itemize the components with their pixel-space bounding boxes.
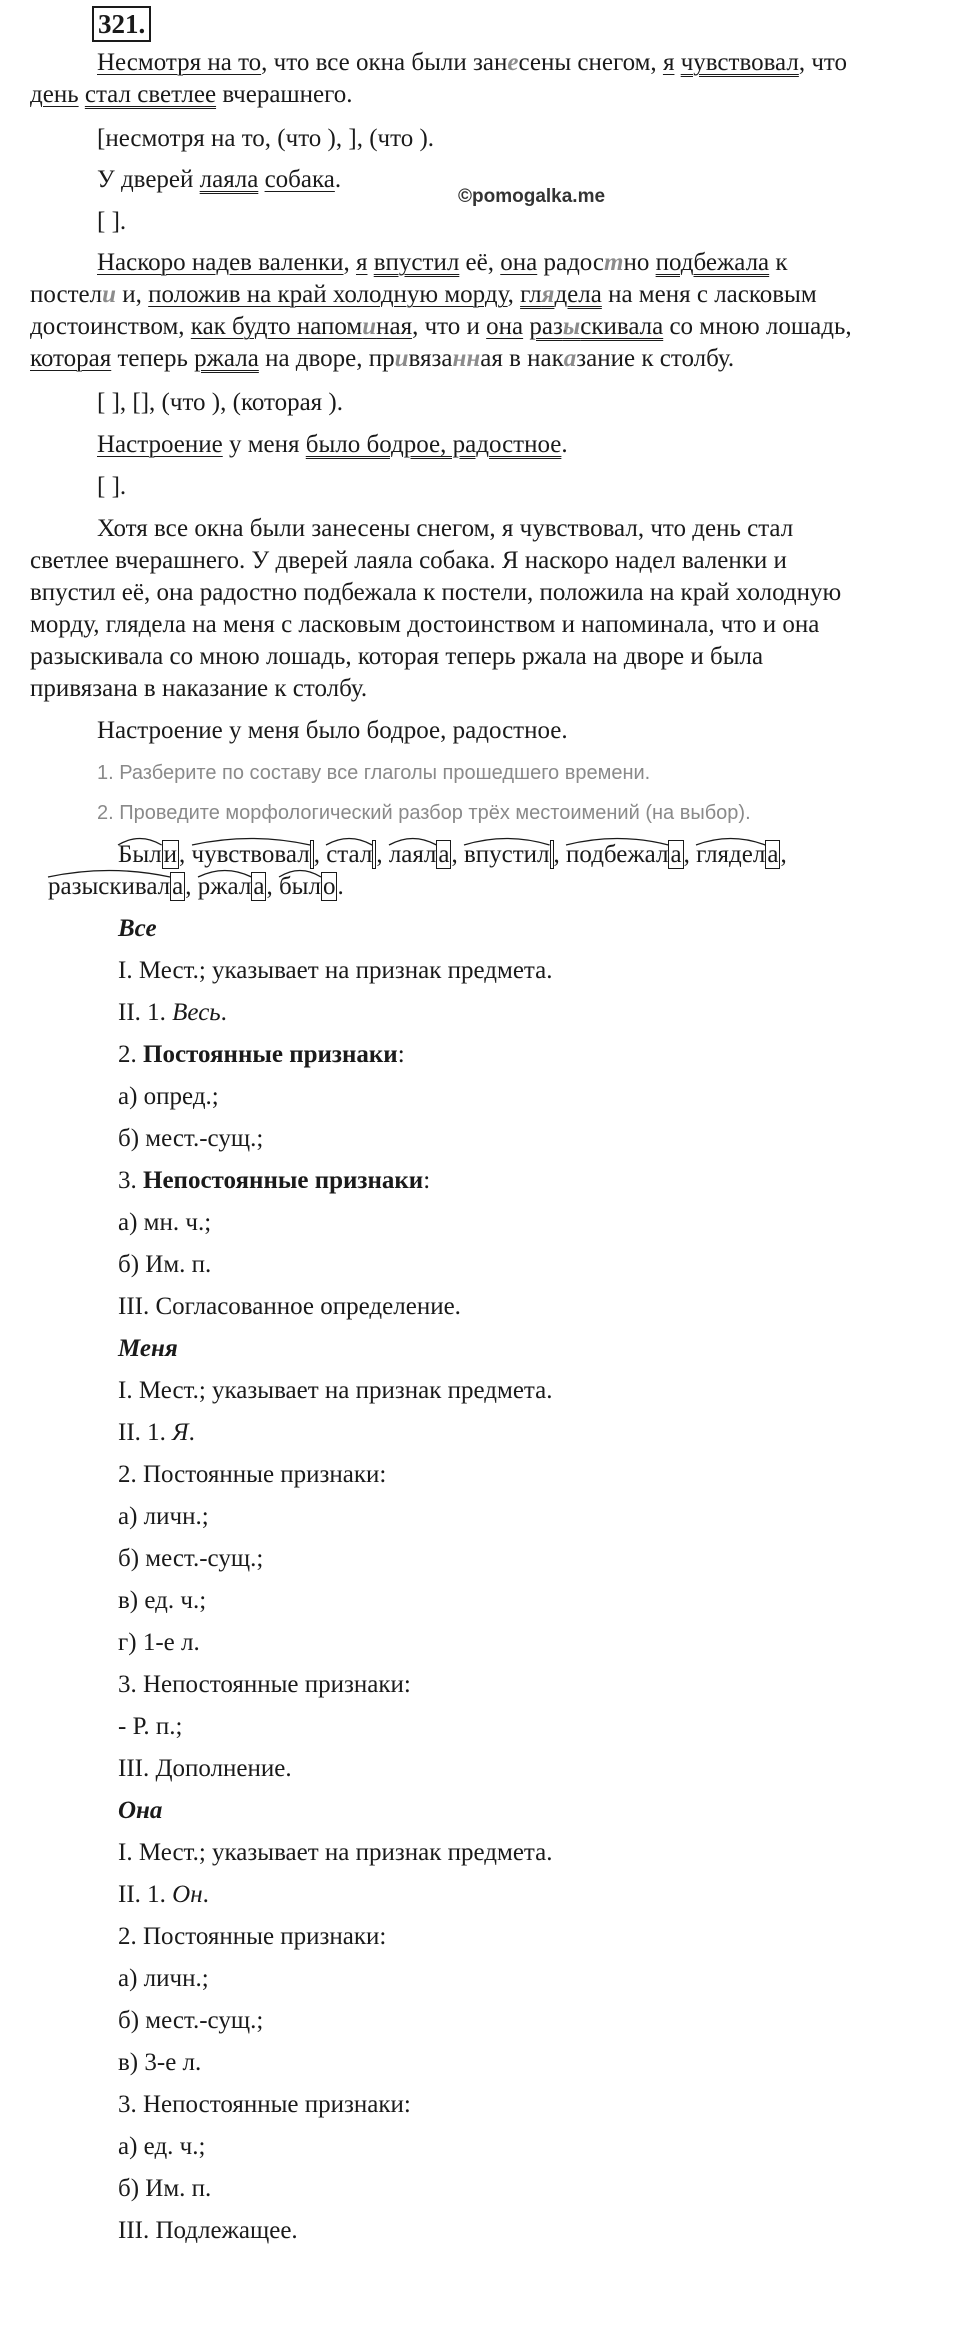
verb	[279, 872, 338, 902]
pronoun2-line: - Р. п.;	[118, 1713, 183, 1740]
separator: ,	[185, 873, 198, 900]
text: на дворе, пр	[258, 345, 395, 372]
sentence3-line1	[97, 248, 788, 278]
text: как будто напом	[190, 313, 363, 340]
highlighted-letter: е	[507, 49, 519, 76]
text: к	[769, 249, 788, 276]
text: .	[188, 1419, 195, 1446]
text: II. 1.	[118, 999, 173, 1026]
text: вчерашнего.	[216, 81, 353, 108]
predicate: впустил	[373, 249, 460, 276]
verb-ending: о	[322, 873, 336, 900]
verb-stem: Был	[118, 841, 162, 868]
pronoun1-line: б) мест.-сущ.;	[118, 1125, 264, 1152]
text: ,	[507, 281, 521, 308]
subject: собака	[264, 166, 335, 193]
root-arc	[387, 834, 439, 846]
highlighted-letter: и	[102, 281, 117, 308]
root-arc	[564, 834, 670, 846]
separator: ,	[266, 873, 279, 900]
text: , что	[798, 49, 848, 76]
pronoun3-line: б) мест.-сущ.;	[118, 2007, 264, 2034]
watermark: ©pomogalka.me	[458, 186, 606, 207]
highlighted-letter: а	[563, 345, 577, 372]
sentence1-line1	[97, 48, 847, 78]
pronoun2-line: III. Дополнение.	[118, 1755, 292, 1782]
text: гл	[520, 281, 542, 308]
highlighted-letter: и	[394, 345, 409, 372]
predicate: стал светлее	[84, 81, 217, 108]
pronoun2-line: а) личн.;	[118, 1503, 209, 1530]
root-arc	[462, 834, 552, 846]
full-text-line: Хотя все окна были занесены снегом, я чувствовал, что день стал	[97, 515, 794, 542]
predicate	[520, 281, 602, 308]
verb	[198, 872, 267, 902]
sentence4	[97, 430, 568, 460]
pronoun1-line: а) мн. ч.;	[118, 1209, 212, 1236]
initial-form: Весь	[172, 999, 221, 1026]
highlighted-letter: ы	[562, 313, 581, 340]
root-arc	[190, 834, 312, 846]
text: раз	[529, 313, 563, 340]
text: :	[423, 1167, 431, 1194]
predicate: лаяла	[199, 166, 259, 193]
separator: .	[337, 873, 344, 900]
text: , что и	[412, 313, 487, 340]
pronoun3-line: в) 3-е л.	[118, 2049, 202, 2076]
verb-stem: был	[278, 873, 321, 900]
pronoun3-title: Она	[118, 1797, 163, 1824]
adverbial-phrase	[191, 313, 412, 340]
separator: ,	[780, 841, 787, 868]
pronoun3-line: I. Мест.; указывает на признак предмета.	[118, 1839, 553, 1866]
text: скивала	[580, 313, 664, 340]
text: 3.	[118, 1167, 143, 1194]
pronoun2-line: I. Мест.; указывает на признак предмета.	[118, 1377, 553, 1404]
verb-ending: а	[253, 873, 265, 900]
predicate: ржала	[194, 345, 259, 372]
verb-ending: а	[670, 841, 682, 868]
verb-stem: чувствовал	[191, 841, 310, 868]
pronoun3-line: а) ед. ч.;	[118, 2133, 206, 2160]
text: дела	[554, 281, 602, 308]
verb-stem: стал	[326, 841, 373, 868]
heading: Непостоянные признаки	[143, 1167, 424, 1194]
pronoun3-line: а) личн.;	[118, 1965, 209, 1992]
verb-stem: лаял	[388, 841, 437, 868]
root-arc	[116, 834, 164, 846]
text: со мною лошадь,	[663, 313, 852, 340]
separator: ,	[376, 841, 389, 868]
root-arc	[694, 834, 767, 846]
pronoun1-variable-heading	[118, 1166, 430, 1196]
predicate: подбежала	[655, 249, 770, 276]
pronoun2-line: б) мест.-сущ.;	[118, 1545, 264, 1572]
full-text-line: разыскивала со мною лошадь, которая теперь ржала на дворе и была	[30, 643, 764, 670]
subject: которая	[30, 345, 112, 372]
text: II. 1.	[118, 1419, 173, 1446]
sentence3-line2	[30, 280, 817, 310]
root-arc	[277, 866, 323, 878]
sentence3-line3	[30, 312, 852, 342]
sentence3-line4	[30, 344, 734, 374]
text: II. 1.	[118, 1881, 173, 1908]
task-2: 2. Проведите морфологический разбор трёх местоимений (на выбор).	[97, 802, 751, 824]
verb	[464, 840, 554, 870]
verb-stem: подбежал	[566, 841, 669, 868]
initial-form: Я	[172, 1419, 189, 1446]
text: но	[623, 249, 656, 276]
scheme3: [ ], [], (что ), (которая ).	[97, 389, 344, 416]
pronoun3-line: 2. Постоянные признаки:	[118, 1923, 387, 1950]
adverbial-phrase: Наскоро надев валенки	[97, 249, 344, 276]
pronoun1-constant-heading	[118, 1040, 405, 1070]
predicate: чувствовал	[680, 49, 799, 76]
full-text-line: морду, глядела на меня с ласковым достоинством и напоминала, что и она	[30, 611, 820, 638]
text: .	[561, 431, 568, 458]
text: 2.	[118, 1041, 143, 1068]
verb-stem: разыскивал	[48, 873, 171, 900]
sentence1-line2	[30, 80, 353, 110]
separator: ,	[179, 841, 192, 868]
text: .	[202, 1881, 209, 1908]
pronoun3-line: 3. Непостоянные признаки:	[118, 2091, 411, 2118]
subject: я	[355, 249, 368, 276]
scheme1: [несмотря на то, (что ), ], (что ).	[97, 125, 435, 152]
pronoun1-line: III. Согласованное определение.	[118, 1293, 461, 1320]
text: и,	[116, 281, 149, 308]
predicate: было бодрое, радостное	[305, 431, 562, 458]
text: ,	[343, 249, 356, 276]
heading: Постоянные признаки	[143, 1041, 398, 1068]
pronoun1-initial-form	[118, 998, 227, 1028]
verb-stem: впустил	[463, 841, 550, 868]
separator: ,	[313, 841, 327, 868]
pronoun2-line: г) 1-е л.	[118, 1629, 200, 1656]
verb	[389, 840, 452, 870]
text: у меня	[222, 431, 306, 458]
verb-ending: а	[767, 841, 779, 868]
full-text-line: привязана в наказание к столбу.	[30, 675, 368, 702]
verb-ending: а	[438, 841, 450, 868]
verb-ending: а	[172, 873, 184, 900]
adverbial-phrase: положив на край холодную морду	[148, 281, 508, 308]
subject: она	[486, 313, 524, 340]
separator: ,	[683, 841, 697, 868]
highlighted-letter: и	[362, 313, 377, 340]
verb-stem: ржал	[197, 873, 252, 900]
pronoun1-line: а) опред.;	[118, 1083, 219, 1110]
subject: Настроение	[97, 431, 223, 458]
text: теперь	[111, 345, 195, 372]
sentence2	[97, 165, 341, 195]
highlighted-letter: т	[604, 249, 624, 276]
root-arc	[196, 866, 254, 878]
scheme2: [ ].	[97, 208, 127, 235]
text: :	[397, 1041, 405, 1068]
text: , что все окна были зан	[261, 49, 508, 76]
pronoun1-title: Все	[118, 915, 157, 942]
pronoun3-line: III. Подлежащее.	[118, 2217, 298, 2244]
text: её,	[459, 249, 501, 276]
pronoun1-line: б) Им. п.	[118, 1251, 212, 1278]
verb	[48, 872, 185, 902]
subject: она	[500, 249, 538, 276]
root-arc	[46, 866, 172, 878]
verb	[696, 840, 780, 870]
verbs-line2	[48, 872, 344, 902]
text: ная	[376, 313, 413, 340]
text: .	[334, 166, 342, 193]
verb-ending: и	[163, 841, 178, 868]
highlighted-letter: нн	[452, 345, 481, 372]
full-text-last: Настроение у меня было бодрое, радостное.	[97, 717, 568, 744]
root-arc	[324, 834, 374, 846]
subject: день	[30, 81, 79, 108]
pronoun1-line: I. Мест.; указывает на признак предмета.	[118, 957, 553, 984]
text: У дверей	[97, 166, 200, 193]
scheme4: [ ].	[97, 473, 127, 500]
word: Несмотря на то	[97, 49, 262, 76]
text: вяза	[408, 345, 453, 372]
pronoun3-line: б) Им. п.	[118, 2175, 212, 2202]
text: постел	[30, 281, 103, 308]
verb-stem: глядел	[696, 841, 766, 868]
task-1: 1. Разберите по составу все глаголы прошедшего времени.	[97, 762, 651, 784]
subject: я	[662, 49, 675, 76]
text: на меня с ласковым	[601, 281, 817, 308]
text: достоинством,	[30, 313, 191, 340]
pronoun2-initial-form	[118, 1418, 195, 1448]
full-text-line: впустил её, она радостно подбежала к постели, положила на край холодную	[30, 579, 842, 606]
pronoun3-initial-form	[118, 1880, 209, 1910]
text: сены снегом,	[518, 49, 663, 76]
pronoun2-title: Меня	[118, 1335, 178, 1362]
text: зание к столбу.	[576, 345, 735, 372]
pronoun2-line: 3. Непостоянные признаки:	[118, 1671, 411, 1698]
highlighted-letter: я	[541, 281, 555, 308]
pronoun2-line: 2. Постоянные признаки:	[118, 1461, 387, 1488]
separator: ,	[451, 841, 464, 868]
text: ая в нак	[480, 345, 564, 372]
verb	[326, 840, 376, 870]
verb	[566, 840, 684, 870]
separator: ,	[553, 841, 567, 868]
text: радос	[537, 249, 605, 276]
text: .	[220, 999, 227, 1026]
predicate	[529, 313, 663, 340]
pronoun2-line: в) ед. ч.;	[118, 1587, 207, 1614]
exercise-number: 321.	[92, 6, 151, 42]
full-text-line: светлее вчерашнего. У дверей лаяла собака. Я наскоро надел валенки и	[30, 547, 787, 574]
initial-form: Он	[172, 1881, 203, 1908]
